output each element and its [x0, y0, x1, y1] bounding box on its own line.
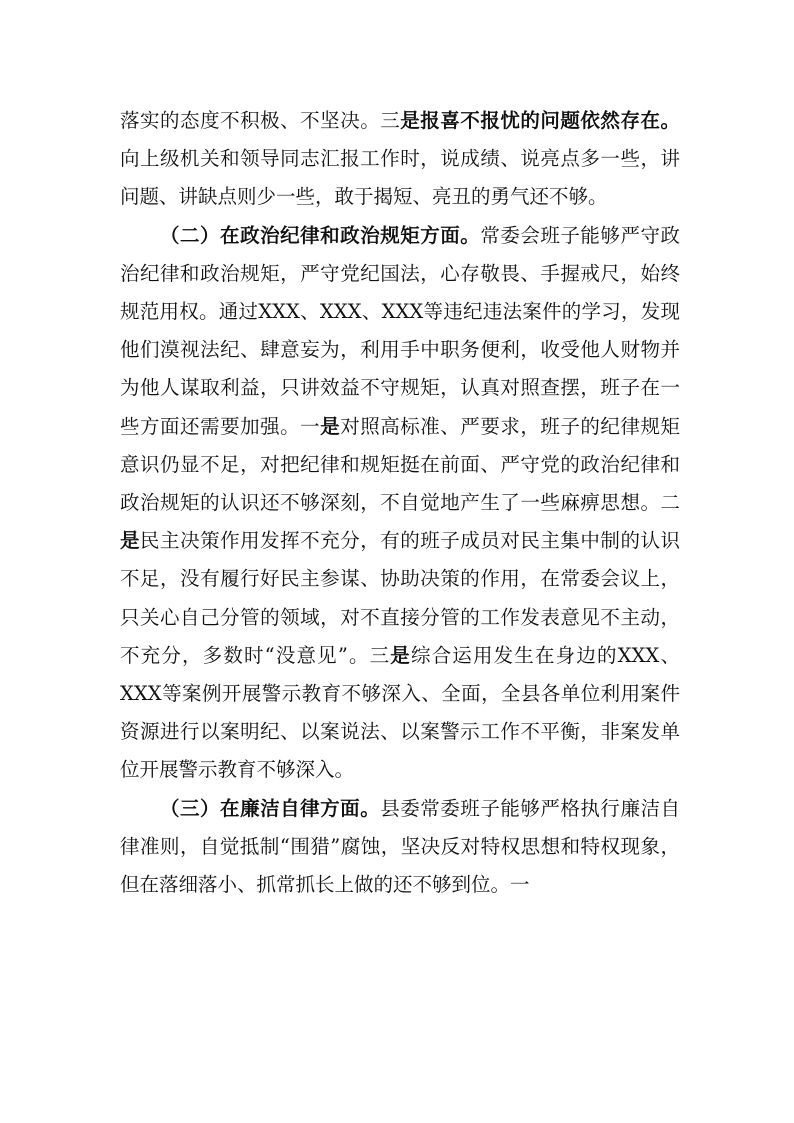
paragraph-integrity: [120, 790, 680, 905]
text-run: 落实的态度不积极、不坚决。三: [120, 109, 401, 132]
section-heading: （三）在廉洁自律方面。: [160, 796, 381, 820]
text-run: 民主决策作用发挥不充分，有的班子成员对民主集中制的认识不足，没有履行好民主参谋、协助决策的作用，在常委会议上，只关心自己分管的领域，对不直接分管的工作发表意见不主动，不充分，多数时“没意见”。三: [120, 529, 680, 667]
bold-text-run: 是: [120, 529, 141, 553]
bold-text-run: 是报喜不报忧的问题依然存在。: [400, 109, 680, 132]
text-run: 常委会班子能够严守政治纪律和政治规矩，严守党纪国法，心存敬畏、手握戒尺，始终规范用权。通过XXX、XXX、XXX等违纪违法案件的学习，发现他们漠视法纪、肆意妄为，利用手中职务便利，收受他人财物并为他人谋取利益，只讲效益不守规矩，认真对照查摆，班子在一些方面还需要加强。一: [120, 223, 680, 438]
section-heading: （二）在政治纪律和政治规矩方面。: [160, 223, 481, 247]
text-run: 县委常委班子能够严格执行廉洁自律准则，自觉抵制“围猎”腐蚀，坚决反对特权思想和特权现象，但在落细落小、抓常抓长上做的还不够到位。一: [120, 796, 680, 897]
text-run: 向上级机关和领导同志汇报工作时，说成绩、说亮点多一些，讲问题、讲缺点则少一些，敢于揭短、亮丑的勇气还不够。: [120, 147, 680, 209]
bold-text-run: 是: [390, 643, 411, 667]
bold-text-run: 是: [320, 414, 341, 438]
text-run: 对照高标准、严要求，班子的纪律规矩意识仍显不足，对把纪律和规矩挺在前面、严守党的政治纪律和政治规矩的认识还不够深刻，不自觉地产生了一些麻痹思想。二: [120, 414, 680, 515]
text-run: 综合运用发生在身边的XXX、XXX等案例开展警示教育不够深入、全面，全县各单位利用案件资源进行以案明纪、以案说法、以案警示工作不平衡，非案发单位开展警示教育不够深入。: [120, 643, 680, 782]
paragraph-continuation: [120, 102, 680, 217]
paragraph-political-discipline: [120, 217, 680, 790]
document-page: [120, 102, 680, 904]
